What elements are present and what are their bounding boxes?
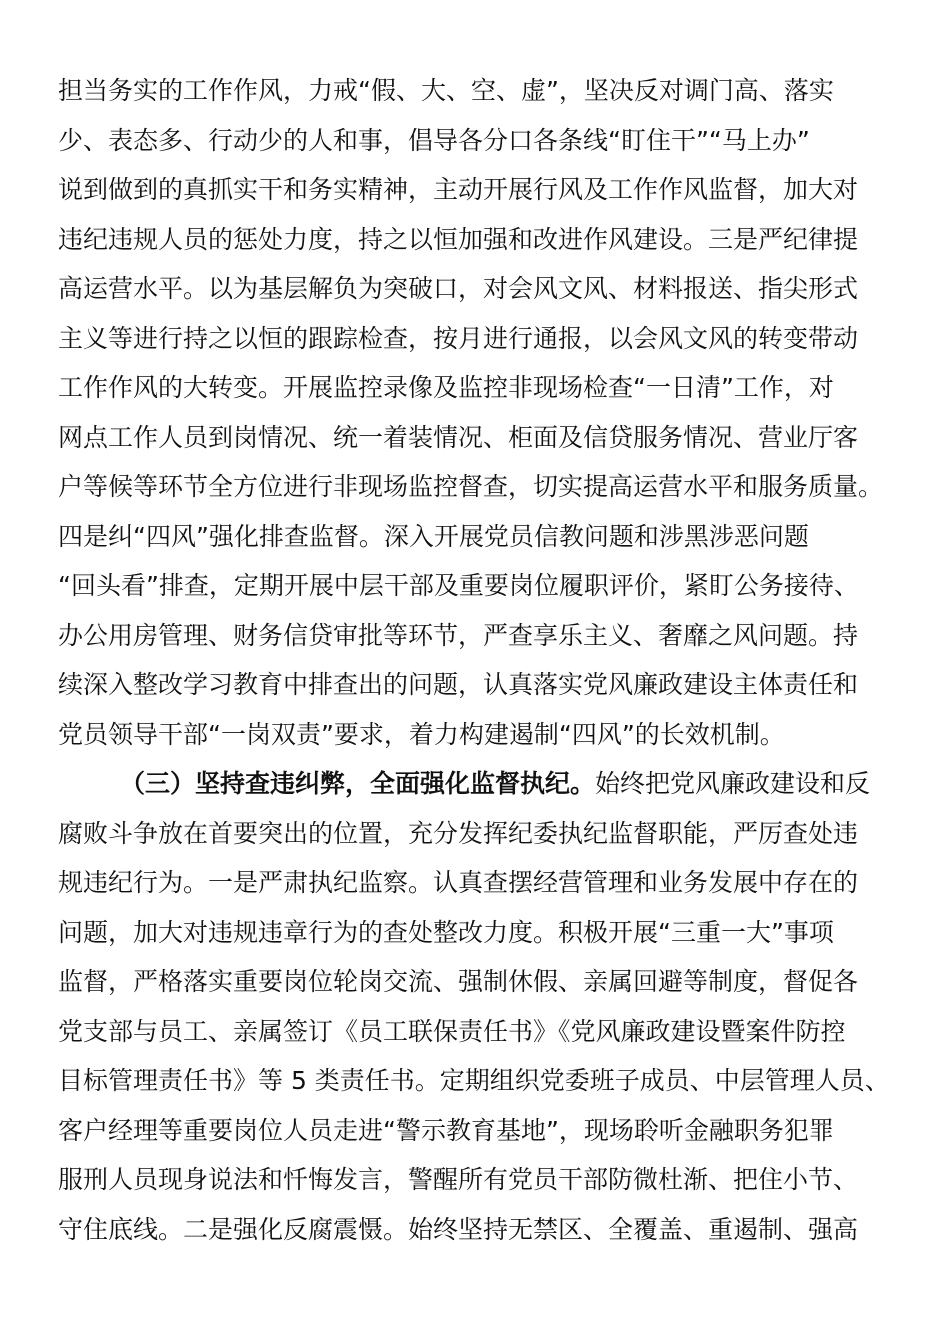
text-line: 腐败斗争放在首要突出的位置，充分发挥纪委执纪监督职能，严厉查处违 (58, 818, 859, 848)
text-line: 工作作风的大转变。开展监控录像及监控非现场检查“一日清”工作，对 (58, 373, 834, 402)
text-line: 目标管理责任书》等 5 类责任书。定期组织党委班子成员、中层管理人员、 (58, 1066, 890, 1095)
section-heading: （三）坚持查违纠弊，全面强化监督执纪。 (120, 769, 596, 798)
text-line: 续深入整改学习教育中排查出的问题，认真落实党风廉政建设主体责任和 (58, 670, 859, 699)
text-line: 问题，加大对违规违章行为的查处整改力度。积极开展“三重一大”事项 (58, 917, 834, 947)
text-line: 担当务实的工作作风，力戒“假、大、空、虚”，坚决反对调门高、落实 (58, 76, 834, 105)
text-line: 网点工作人员到岗情况、统一着装情况、柜面及信贷服务情况、营业厅客 (58, 422, 859, 452)
section-heading-rest: 始终把党风廉政建设和反 (595, 769, 871, 798)
text-line: 监督，严格落实重要岗位轮岗交流、强制休假、亲属回避等制度，督促各 (58, 967, 859, 996)
text-line: 党员领导干部“一岗双责”要求，着力构建遏制“四风”的长效机制。 (58, 719, 785, 749)
text-line: 办公用房管理、财务信贷审批等环节，严查享乐主义、奢靡之风问题。持 (58, 620, 859, 650)
text-line: 守住底线。二是强化反腐震慑。始终坚持无禁区、全覆盖、重遏制、强高 (58, 1214, 859, 1244)
text-line: 户等候等环节全方位进行非现场监控督查，切实提高运营水平和服务质量。 (58, 472, 884, 501)
text-line: 服刑人员现身说法和忏悔发言，警醒所有党员干部防微杜渐、把住小节、 (58, 1165, 859, 1194)
text-line: 规违纪行为。一是严肃执纪监察。认真查摆经营管理和业务发展中存在的 (58, 868, 859, 897)
text-line: 违纪违规人员的惩处力度，持之以恒加强和改进作风建设。三是严纪律提 (58, 224, 859, 254)
section-heading-line (58, 759, 898, 809)
text-line: “回头看”排查，定期开展中层干部及重要岗位履职评价，紧盯公务接待、 (58, 571, 859, 600)
text-line: 少、表态多、行动少的人和事，倡导各分口各条线“盯住干”“马上办” (58, 125, 810, 155)
body-text (58, 66, 898, 1254)
text-line: 主义等进行持之以恒的跟踪检查，按月进行通报，以会风文风的转变带动 (58, 323, 859, 353)
text-line: 说到做到的真抓实干和务实精神，主动开展行风及工作作风监督，加大对 (58, 175, 859, 204)
text-line: 党支部与员工、亲属签订《员工联保责任书》《党风廉政建设暨案件防控 (58, 1016, 846, 1046)
text-line: 四是纠“四风”强化排查监督。深入开展党员信教问题和涉黑涉恶问题 (58, 521, 809, 551)
text-line: 客户经理等重要岗位人员走进“警示教育基地”，现场聆听金融职务犯罪 (58, 1115, 834, 1145)
text-line: 高运营水平。以为基层解负为突破口，对会风文风、材料报送、指尖形式 (58, 274, 859, 303)
